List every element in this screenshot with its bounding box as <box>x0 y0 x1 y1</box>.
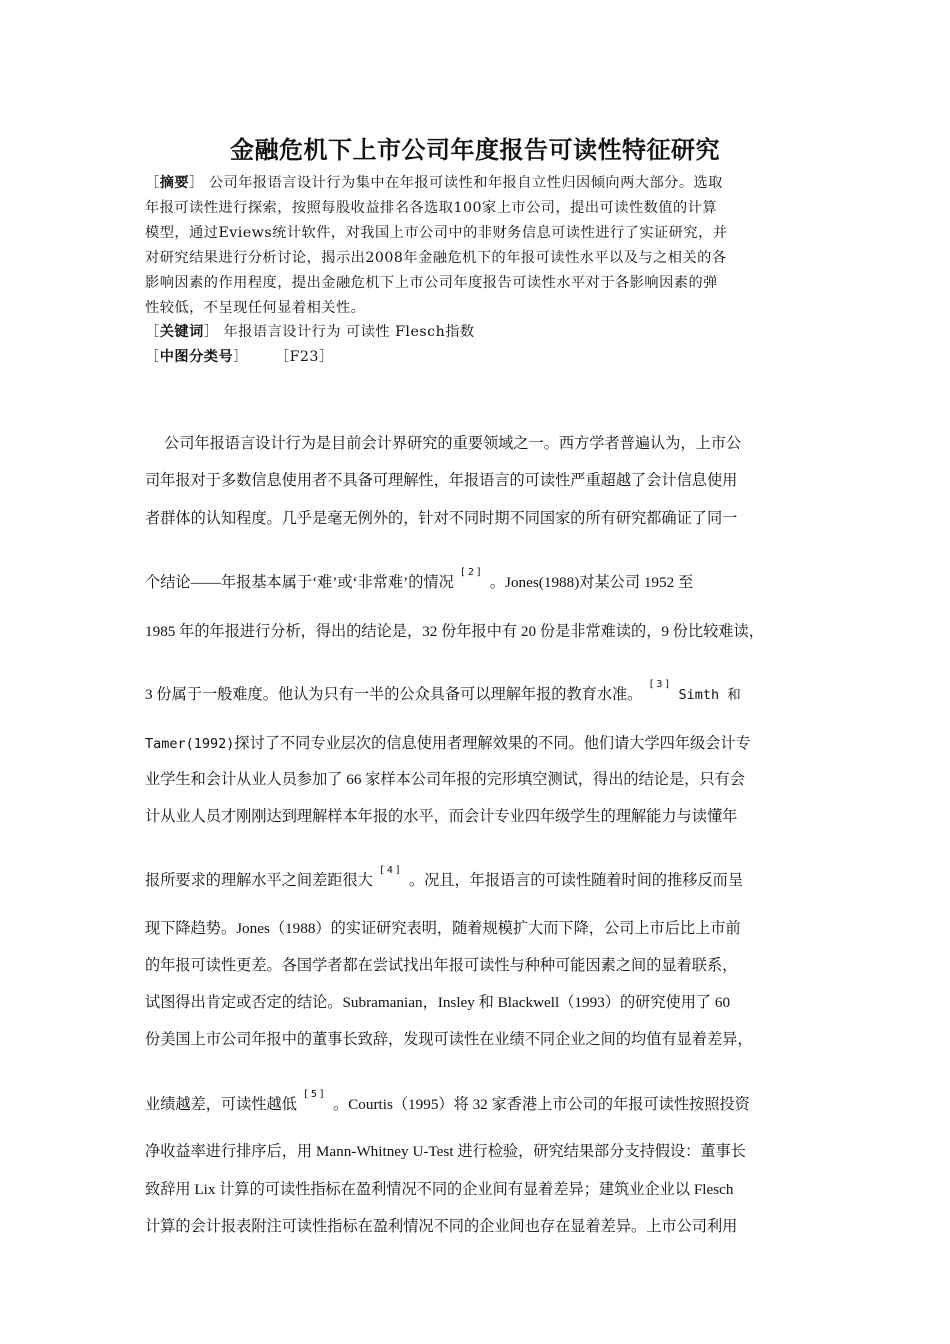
body-line: 试图得出肯定或否定的结论。Subramanian，Insley 和 Blackwell（1993）的研究使用了 60 <box>145 994 731 1011</box>
citation-ref: [2] <box>459 567 484 578</box>
body-line: 计从业人员才刚刚达到理解样本年报的水平，而会计专业四年级学生的理解能力与读懂年 <box>145 808 738 825</box>
keywords-value: 年报语言设计行为 可读性 Flesch指数 <box>223 324 475 340</box>
abstract-label-open: ［ <box>145 175 160 191</box>
body-line: 致辞用 Lix 计算的可读性指标在盈利情况不同的企业间有显着差异；建筑业企业以 Flesch <box>145 1181 734 1198</box>
citation-ref: [5] <box>302 1089 327 1100</box>
citation-ref: [3] <box>648 679 673 690</box>
body-line: 计算的会计报表附注可读性指标在盈利情况不同的企业间也存在显着差异。上市公司利用 <box>145 1218 738 1235</box>
classification-line: ［中图分类号］ ［F23］ <box>145 349 334 365</box>
body-line: 报所要求的理解水平之间差距很大[4]。况且，年报语言的可读性随着时间的推移反而呈 <box>145 865 743 889</box>
body-line: 司年报对于多数信息使用者不具备可理解性，年报语言的可读性严重超越了会计信息使用 <box>145 472 738 489</box>
abstract-line: 年报可读性进行探索，按照每股收益排名各选取100家上市公司，提出可读性数值的计算 <box>145 200 718 216</box>
abstract-line: 对研究结果进行分析讨论，揭示出2008年金融危机下的年报可读性水平以及与之相关的各 <box>145 250 727 266</box>
keywords-label: 关键词 <box>159 324 204 340</box>
body-line: 的年报可读性更差。各国学者都在尝试找出年报可读性与种种可能因素之间的显着联系， <box>145 957 738 974</box>
body-line: 个结论——年报基本属于‘难’或‘非常难’的情况[2]。Jones(1988)对某公司 1952 至 <box>145 567 694 591</box>
classification-label: 中图分类号 <box>159 349 234 365</box>
abstract-label-close: ］ <box>189 175 204 191</box>
abstract-block <box>145 171 817 321</box>
body-line: 1985 年的年报进行分析，得出的结论是，32 份年报中有 20 份是非常难读的，9 份比较难读， <box>145 623 764 640</box>
body-line: 现下降趋势。Jones（1988）的实证研究表明，随着规模扩大而下降，公司上市后比上市前 <box>145 920 741 937</box>
citation-ref: [4] <box>378 865 403 876</box>
paper-title: 金融危机下上市公司年度报告可读性特征研究 <box>230 136 720 164</box>
abstract-text: 公司年报语言设计行为集中在年报可读性和年报自立性归因倾向两大部分。选取 <box>208 175 723 191</box>
body-line: 业学生和会计从业人员参加了 66 家样本公司年报的完形填空测试，得出的结论是，只有会 <box>145 771 745 788</box>
body-line: 3 份属于一般难度。他认为只有一半的公众具备可以理解年报的教育水准。[3]Simth 和 <box>145 679 741 703</box>
classification-value: ［F23］ <box>274 349 334 365</box>
abstract-line <box>145 171 817 196</box>
body-line: 公司年报语言设计行为是目前会计界研究的重要领域之一。西方学者普遍认为，上市公 <box>164 435 742 452</box>
body-line: Tamer(1992)探讨了不同专业层次的信息使用者理解效果的不同。他们请大学四年级会计专 <box>145 735 751 752</box>
abstract-line: 模型，通过Eviews统计软件，对我国上市公司中的非财务信息可读性进行了实证研究，并 <box>145 225 728 241</box>
body-line: 业绩越差，可读性越低[5]。Courtis（1995）将 32 家香港上市公司的年报可读性按照投资 <box>145 1089 750 1113</box>
abstract-line: 影响因素的作用程度，提出金融危机下上市公司年度报告可读性水平对于各影响因素的弹 <box>145 275 718 291</box>
keywords-line: ［关键词］ 年报语言设计行为 可读性 Flesch指数 <box>145 324 475 340</box>
body-line: 净收益率进行排序后，用 Mann-Whitney U-Test 进行检验，研究结果部分支持假设：董事长 <box>145 1143 746 1160</box>
body-line: 者群体的认知程度。几乎是毫无例外的，针对不同时期不同国家的所有研究都确证了同一 <box>145 510 738 527</box>
body-line: 份美国上市公司年报中的董事长致辞，发现可读性在业绩不同企业之间的均值有显着差异， <box>145 1031 753 1048</box>
abstract-line: 性较低，不呈现任何显着相关性。 <box>145 300 366 316</box>
abstract-label: 摘要 <box>159 175 190 191</box>
